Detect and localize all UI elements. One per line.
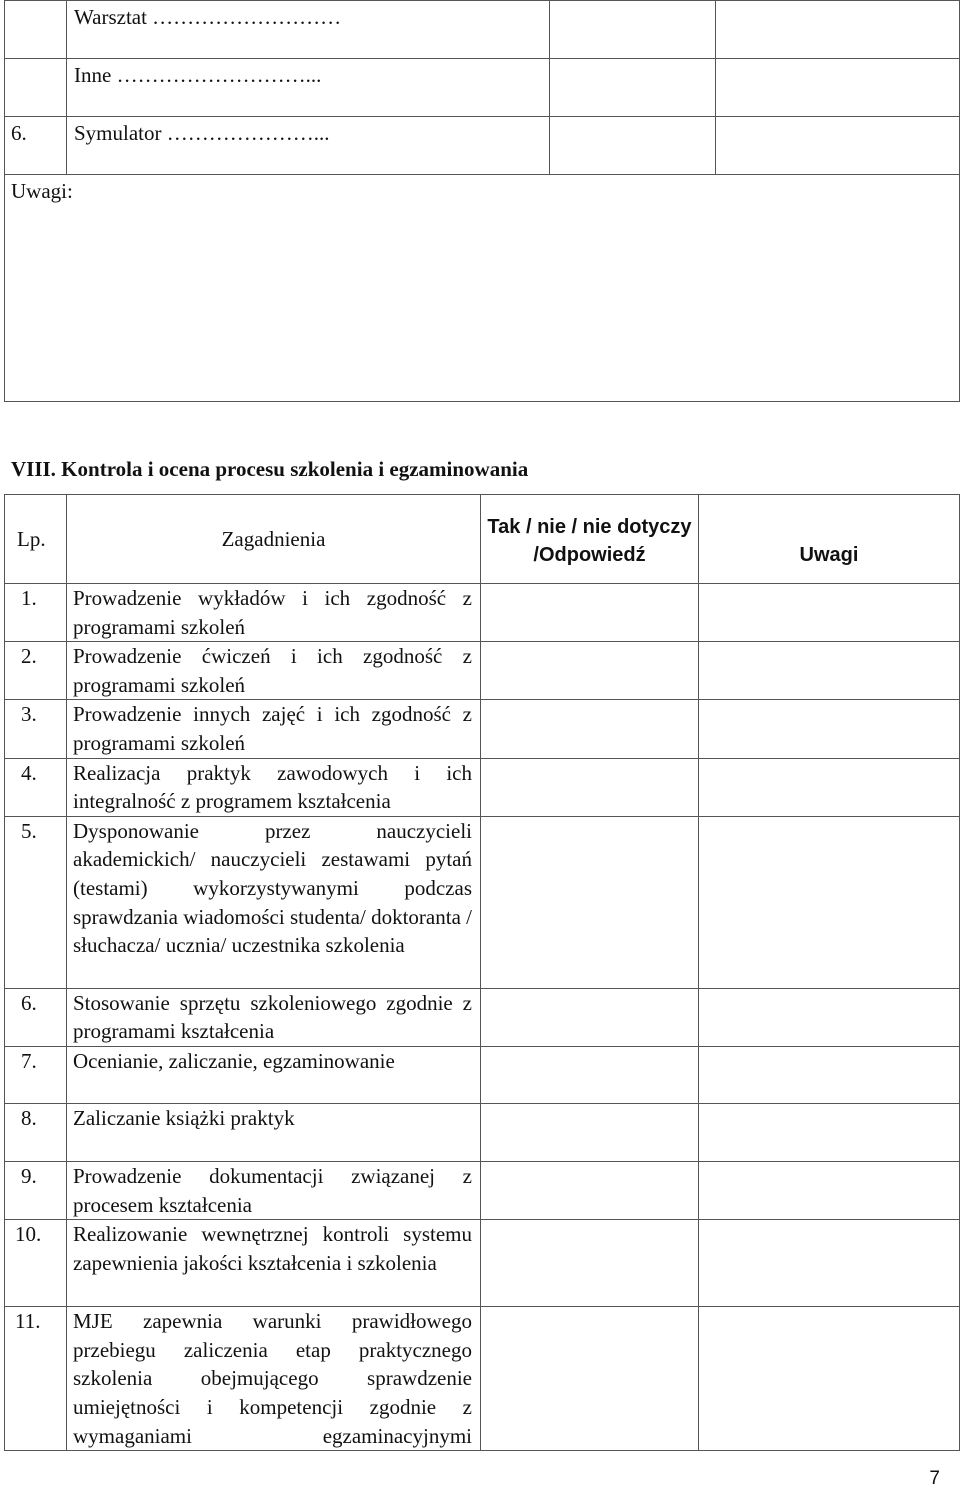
table-row bbox=[5, 117, 960, 175]
remarks-cell bbox=[716, 1, 960, 59]
answer-cell bbox=[481, 816, 699, 988]
row-topic: Ocenianie, zaliczanie, egzaminowanie bbox=[67, 1046, 481, 1103]
row-number: 4. bbox=[5, 758, 67, 816]
remarks-cell bbox=[699, 1161, 960, 1219]
row-topic: Prowadzenie innych zajęć i ich zgodność z programami szkoleń bbox=[67, 700, 481, 758]
remarks-cell bbox=[699, 584, 960, 642]
row-topic: Prowadzenie wykładów i ich zgodność z programami szkoleń bbox=[67, 584, 481, 642]
table-row bbox=[5, 1307, 960, 1451]
row-topic: Zaliczanie książki praktyk bbox=[67, 1103, 481, 1161]
answer-cell bbox=[481, 1307, 699, 1451]
table-row bbox=[5, 59, 960, 117]
remarks-cell bbox=[699, 758, 960, 816]
answer-cell bbox=[550, 1, 716, 59]
header-topics: Zagadnienia bbox=[67, 495, 481, 584]
answer-cell bbox=[481, 642, 699, 700]
answer-cell bbox=[481, 1161, 699, 1219]
row-number: 9. bbox=[5, 1161, 67, 1219]
equipment-simulator: Symulator …………………... bbox=[67, 117, 550, 175]
row-topic: Dysponowanie przez nauczycieli akademickich/ nauczycieli zestawami pytań (testami) wykorzystywanymi podczas sprawdzania wiadomości studenta/ doktoranta / słuchacza/ ucznia/ uczestnika szkolenia bbox=[67, 816, 481, 988]
table-row bbox=[5, 642, 960, 700]
table-row bbox=[5, 584, 960, 642]
remarks-label: Uwagi: bbox=[5, 175, 960, 402]
table-row bbox=[5, 1, 960, 59]
row-topic: MJE zapewnia warunki prawidłowego przebiegu zaliczenia etap praktycznego szkolenia obejmującego sprawdzenie umiejętności i kompetencji zgodnie z wymaganiami egzaminacyjnymi bbox=[67, 1307, 481, 1451]
remarks-cell bbox=[699, 642, 960, 700]
header-row bbox=[5, 495, 960, 584]
table-row bbox=[5, 758, 960, 816]
remarks-cell bbox=[699, 816, 960, 988]
equipment-table bbox=[4, 0, 960, 402]
row-number: 1. bbox=[5, 584, 67, 642]
row-topic: Realizacja praktyk zawodowych i ich integralność z programem kształcenia bbox=[67, 758, 481, 816]
remarks-cell bbox=[699, 988, 960, 1046]
page-number: 7 bbox=[929, 1468, 940, 1489]
header-remarks: Uwagi bbox=[699, 495, 960, 584]
equipment-workshop: Warsztat ……………………… bbox=[67, 1, 550, 59]
remarks-cell bbox=[699, 1046, 960, 1103]
table-row bbox=[5, 700, 960, 758]
answer-cell bbox=[481, 700, 699, 758]
answer-cell bbox=[481, 584, 699, 642]
answer-cell bbox=[481, 988, 699, 1046]
section-title: VIII. Kontrola i ocena procesu szkolenia i egzaminowania bbox=[11, 457, 529, 481]
row-number: 11. bbox=[5, 1307, 67, 1451]
row-number: 8. bbox=[5, 1103, 67, 1161]
row-topic: Prowadzenie dokumentacji związanej z procesem kształcenia bbox=[67, 1161, 481, 1219]
table-row bbox=[5, 1046, 960, 1103]
remarks-cell bbox=[699, 1103, 960, 1161]
row-number: 7. bbox=[5, 1046, 67, 1103]
row-topic: Stosowanie sprzętu szkoleniowego zgodnie z programami kształcenia bbox=[67, 988, 481, 1046]
table-row bbox=[5, 816, 960, 988]
row-topic: Realizowanie wewnętrznej kontroli systemu zapewnienia jakości kształcenia i szkolenia bbox=[67, 1220, 481, 1307]
answer-cell bbox=[481, 758, 699, 816]
header-lp: Lp. bbox=[5, 495, 67, 584]
table-row bbox=[5, 1161, 960, 1219]
remarks-cell bbox=[716, 59, 960, 117]
remarks-cell bbox=[716, 117, 960, 175]
control-table bbox=[4, 494, 960, 1451]
remarks-cell bbox=[699, 1220, 960, 1307]
table-row bbox=[5, 988, 960, 1046]
header-answer: Tak / nie / nie dotyczy /Odpowiedź bbox=[481, 495, 699, 584]
row-number bbox=[5, 1, 67, 59]
answer-cell bbox=[550, 117, 716, 175]
row-number: 2. bbox=[5, 642, 67, 700]
answer-cell bbox=[481, 1046, 699, 1103]
row-number: 10. bbox=[5, 1220, 67, 1307]
row-number: 6. bbox=[5, 117, 67, 175]
row-number: 5. bbox=[5, 816, 67, 988]
row-number: 6. bbox=[5, 988, 67, 1046]
remarks-cell bbox=[699, 700, 960, 758]
answer-cell bbox=[481, 1220, 699, 1307]
table-row bbox=[5, 1103, 960, 1161]
row-number bbox=[5, 59, 67, 117]
row-number: 3. bbox=[5, 700, 67, 758]
row-topic: Prowadzenie ćwiczeń i ich zgodność z programami szkoleń bbox=[67, 642, 481, 700]
table-row bbox=[5, 175, 960, 402]
answer-cell bbox=[481, 1103, 699, 1161]
remarks-cell bbox=[699, 1307, 960, 1451]
equipment-other: Inne ………………………... bbox=[67, 59, 550, 117]
answer-cell bbox=[550, 59, 716, 117]
table-row bbox=[5, 1220, 960, 1307]
